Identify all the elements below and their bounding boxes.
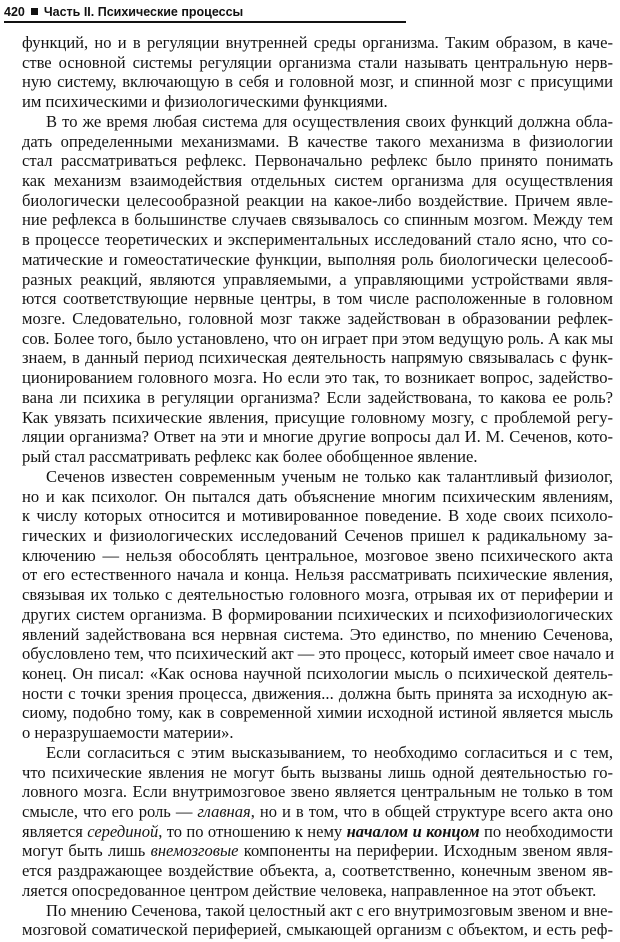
text-line: о неразрушаемости материи».	[22, 723, 234, 743]
text-line: обусловлено тем, что психический акт — это процесс, который имеет свое начало и	[22, 644, 615, 664]
text-line: ключению — нельзя обособлять центральное, мозговое звено психического акта	[22, 545, 613, 565]
text-line: биологически целесообразной реакции на какое-либо воздействие. Причем явле-	[22, 190, 613, 210]
text-line: сиому, подобно тому, как в современной химии исходной истиной является мысль	[22, 703, 613, 723]
emphasis-text: главная	[197, 801, 251, 821]
text-span: является	[22, 821, 88, 841]
text-line: ются соответствующие нервные центры, в том числе расположенные в головном	[22, 289, 613, 309]
text-line: По мнению Сеченова, такой целостный акт с его внутримозговым звеном и вне-	[46, 900, 613, 920]
text-line: связывая их только с деятельностью головного мозга, отрывая их от периферии и	[22, 585, 613, 605]
text-line: других систем организма. В формировании психических и психофизиологических	[22, 604, 613, 624]
text-span: компоненты на периферии. Исходным звеном явля-	[238, 841, 613, 861]
square-bullet-icon	[31, 8, 38, 15]
page-number: 420	[4, 4, 25, 19]
text-line: ляется опосредованное центром действие человека, направленное на этот объект.	[22, 880, 597, 900]
text-line: ляции организма? Ответ на эти и многие другие вопросы дал И. М. Сеченов, кото-	[22, 427, 613, 447]
text-line: рый стал рассматривать рефлекс как более обобщенное явление.	[22, 447, 478, 467]
text-line: стве основной системы регуляции организма стали называть центральную нерв-	[22, 52, 613, 72]
text-span: , то по отношению к нему	[158, 821, 347, 841]
text-line: знаем, в данный период психическая деятельность напрямую связывалась с функ-	[22, 348, 613, 368]
text-line: Как увязать психические явления, присущие головному мозгу, с проблемой регу-	[22, 407, 613, 427]
text-line	[22, 841, 613, 861]
text-line: ется раздражающее воздействие объекта, а, соответственно, конечным звеном яв-	[22, 861, 613, 881]
emphasis-text: внемозговые	[150, 841, 239, 861]
text-line: в процессе теоретических и экспериментальных исследований стало ясно, что со-	[22, 230, 613, 250]
text-line: Если согласиться с этим высказыванием, то необходимо согласиться и с тем,	[46, 742, 613, 762]
emphasis-text: началом и концом	[346, 821, 480, 841]
text-line: ционированием головного мозга. Но если это так, то возникает вопрос, задейство-	[22, 368, 613, 388]
header-rule	[4, 21, 406, 23]
text-line: мозге. Следовательно, головной мозг также задействован в образовании рефлек-	[22, 309, 613, 329]
running-header	[4, 2, 243, 21]
text-line	[22, 822, 613, 842]
text-line: что психические явления не могут быть вызваны лишь одной деятельностью го-	[22, 762, 613, 782]
text-line: от его естественного начала и конца. Нельзя рассматривать психические явления,	[22, 565, 613, 585]
text-line: но и как психолог. Он пытался дать объяснение многим психическим явлениям,	[22, 486, 613, 506]
text-span: , но и в том, что в общей структуре всего акта оно	[250, 801, 613, 821]
text-line: стал рассматриваться рефлекс. Первоначально рефлекс было принято понимать	[22, 151, 613, 171]
text-line: ности с точки зрения процесса, движения... должна быть принята за исходную ак-	[22, 683, 613, 703]
text-line: Сеченов известен современным ученым не только как талантливый физиолог,	[46, 466, 613, 486]
text-span: по необходимости	[479, 821, 614, 841]
text-line: вана ли психика в регуляции организма? Если задействована, то какова ее роль?	[22, 387, 613, 407]
text-line: ную систему, включающую в себя и головной мозг, и спинной мозг с присущими	[22, 72, 613, 92]
text-line: В то же время любая система для осуществления своих функций должна обла-	[46, 111, 613, 131]
text-line: ловного мозга. Если внутримозговое звено является центральным не только в том	[22, 782, 613, 802]
section-title: Часть II. Психические процессы	[43, 4, 244, 19]
text-line: ние рефлекса в большинстве случаев связывалось со спинным мозгом. Между тем	[22, 210, 613, 230]
text-line: явлений задействована вся нервная система. Это единство, по мнению Сеченова,	[22, 624, 613, 644]
text-line: сов. Более того, было установлено, что он играет при этом ведущую роль. А как мы	[22, 328, 614, 348]
text-line: мозговой соматической периферией, смыкающей организм с объектом, и есть реф-	[22, 920, 613, 940]
text-line: матические и гомеостатические функции, выполняя роль биологически целесооб-	[22, 249, 613, 269]
text-line: им психическими и физиологическими функциями.	[22, 92, 388, 112]
text-line: разных реакций, являются управляемыми, а управляющими устройствами явля-	[22, 269, 613, 289]
text-line: дать определенными механизмами. В качестве такого механизма в физиологии	[22, 131, 613, 151]
text-line	[22, 802, 613, 822]
emphasis-text: серединой	[87, 821, 159, 841]
text-span: могут быть лишь	[22, 841, 151, 861]
text-line: функций, но и в регуляции внутренней среды организма. Таким образом, в каче-	[22, 33, 613, 52]
text-span: смысле, что его роль —	[22, 801, 198, 821]
text-line: как механизм взаимодействия отдельных систем организма для осуществления	[22, 171, 613, 191]
text-line: конец. Он писал: «Как основа научной психологии мысль о психической деятель-	[22, 663, 613, 683]
text-line: к числу которых относится и мотивированное поведение. В ходе своих психоло-	[22, 506, 613, 526]
text-line: гических и физиологических исследований Сеченов пришел к радикальному за-	[22, 525, 613, 545]
